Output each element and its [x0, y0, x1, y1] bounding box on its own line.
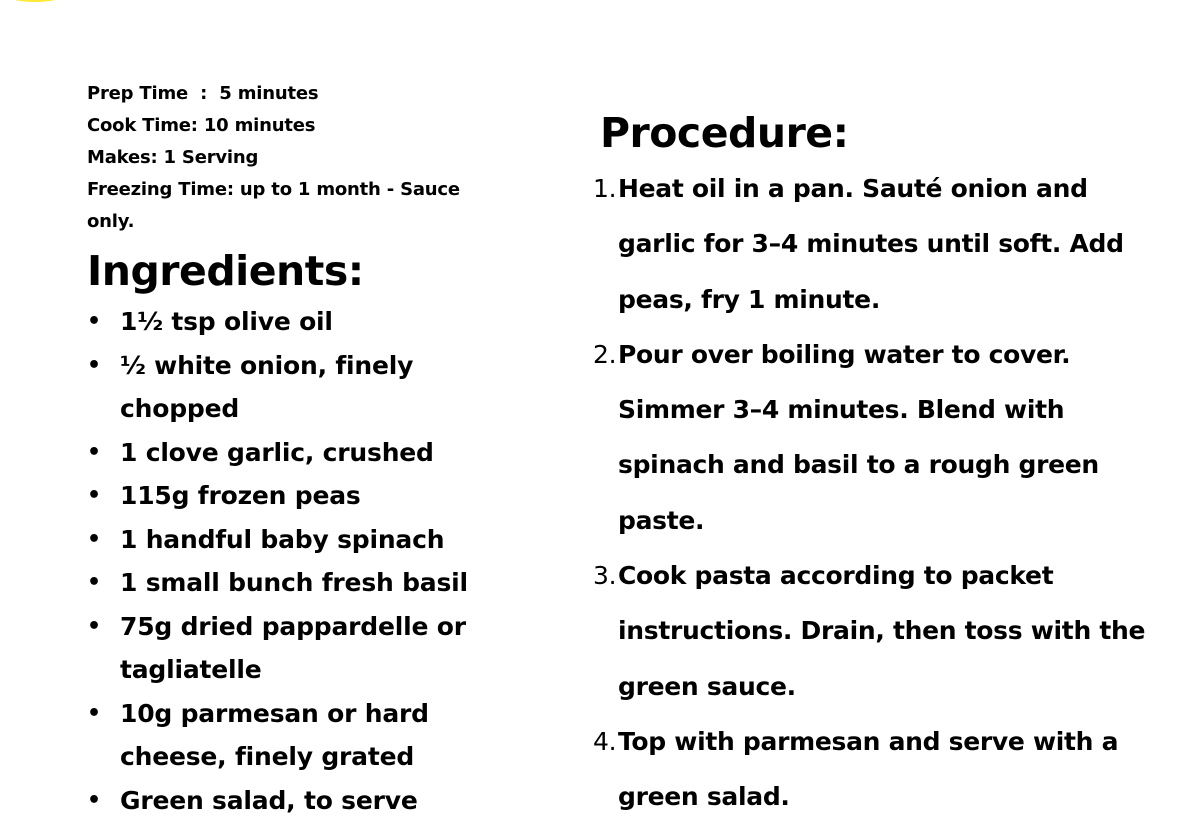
ingredient-text: 1½ tsp olive oil	[120, 307, 333, 336]
cook-time: Cook Time: 10 minutes	[87, 115, 316, 136]
procedure-steps	[593, 161, 1153, 825]
ingredient-item	[87, 779, 487, 823]
ingredient-text: 1 small bunch fresh basil	[120, 568, 468, 597]
bullet-icon: •	[87, 787, 101, 813]
recipe-details	[87, 78, 487, 822]
ingredient-item	[87, 474, 487, 518]
ingredient-item	[87, 431, 487, 475]
step-number: 2.	[593, 339, 617, 369]
bullet-icon: •	[87, 613, 101, 639]
ingredient-item	[87, 518, 487, 562]
step-number: 3.	[593, 561, 617, 591]
bullet-icon: •	[87, 700, 101, 726]
prep-time: Prep Time : 5 minutes	[87, 83, 319, 104]
bullet-icon: •	[87, 483, 101, 508]
yellow-decoration	[4, 0, 66, 2]
ingredient-item	[87, 692, 487, 779]
procedure-step	[593, 714, 1153, 825]
step-text: Cook pasta according to packet instructions. Drain, then toss with the green sauce.	[618, 561, 1146, 701]
servings: Makes: 1 Serving	[87, 147, 259, 168]
bullet-icon: •	[87, 526, 101, 552]
ingredient-text: 10g parmesan or hard cheese, finely grated	[120, 698, 429, 771]
ingredient-text: Green salad, to serve	[120, 785, 418, 815]
ingredient-text: 1 clove garlic, crushed	[120, 437, 434, 467]
procedure-step	[593, 327, 1153, 548]
ingredient-item	[87, 561, 487, 605]
ingredients-heading: Ingredients:	[87, 247, 364, 295]
procedure-heading: Procedure:	[600, 109, 849, 157]
freezing-time: Freezing Time: up to 1 month - Sauce only.	[87, 179, 460, 232]
procedure-step	[593, 548, 1153, 714]
procedure-section	[593, 105, 1153, 825]
bullet-icon: •	[87, 439, 101, 465]
bullet-icon: •	[87, 352, 101, 378]
step-text: Heat oil in a pan. Sauté onion and garlic for 3–4 minutes until soft. Add peas, fry 1 minute.	[618, 174, 1124, 314]
ingredient-item	[87, 344, 487, 431]
ingredient-text: 1 handful baby spinach	[120, 524, 445, 554]
step-number: 1.	[593, 174, 617, 203]
ingredient-text: ½ white onion, finely chopped	[120, 350, 414, 423]
recipe-meta	[87, 78, 487, 238]
bullet-icon: •	[87, 309, 101, 334]
bullet-icon: •	[87, 570, 101, 595]
procedure-step	[593, 161, 1153, 327]
step-text: Top with parmesan and serve with a green salad.	[618, 726, 1119, 812]
step-text: Pour over boiling water to cover. Simmer 3–4 minutes. Blend with spinach and basil to a rough green paste.	[618, 339, 1099, 535]
ingredient-item	[87, 605, 487, 692]
ingredient-item	[87, 300, 487, 344]
ingredient-text: 75g dried pappardelle or tagliatelle	[120, 611, 466, 684]
ingredients-list	[87, 300, 487, 822]
step-number: 4.	[593, 726, 617, 756]
ingredient-text: 115g frozen peas	[120, 481, 361, 510]
